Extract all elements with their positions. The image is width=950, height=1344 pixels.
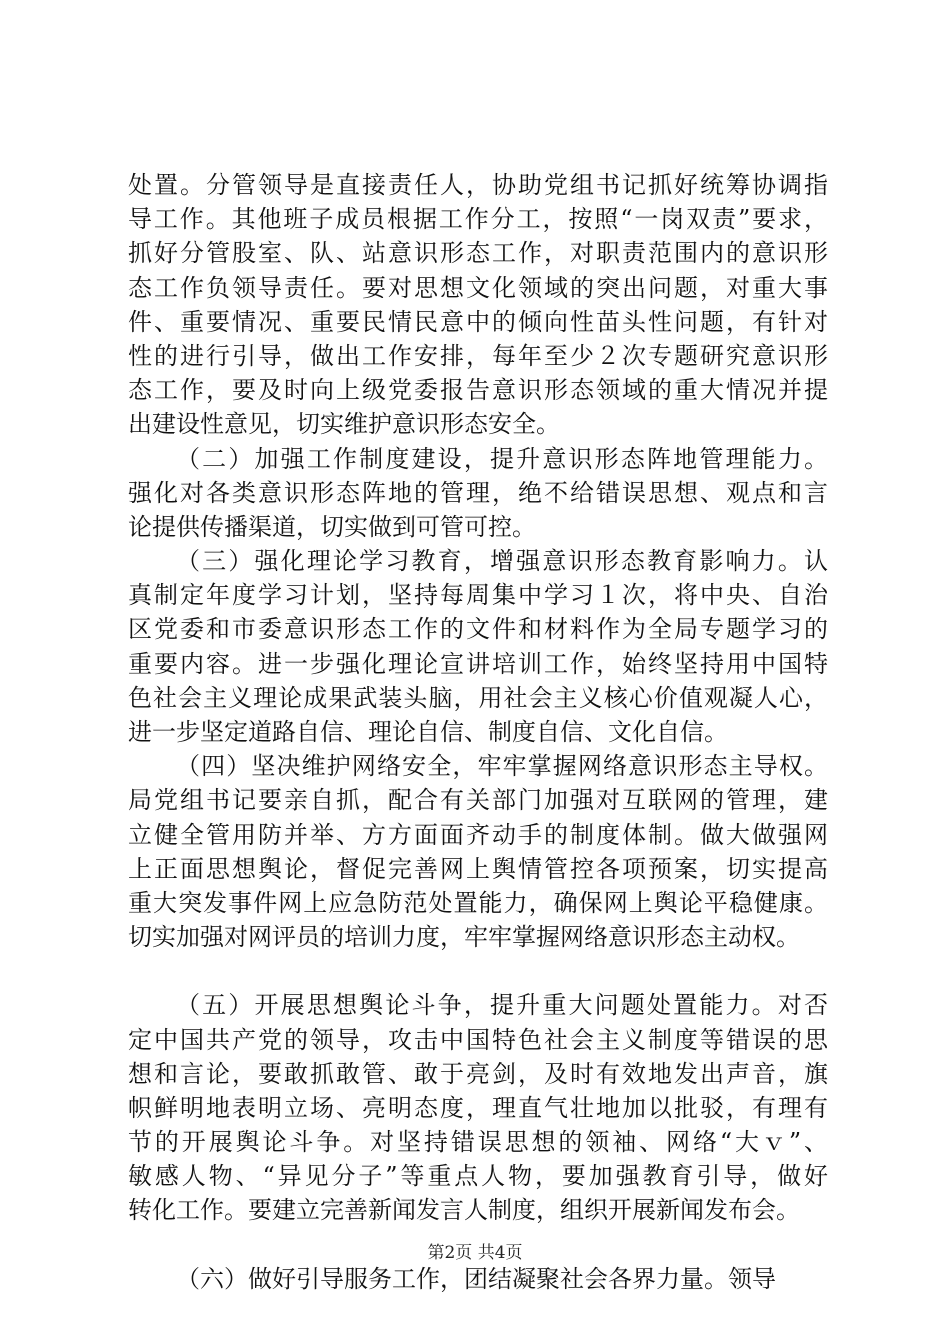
text-line: （二）加强工作制度建设，提升意识形态阵地管理能力。 xyxy=(176,444,828,473)
text-line: 转化工作。要建立完善新闻发言人制度，组织开展新闻发布会。 xyxy=(128,1196,800,1225)
paragraph xyxy=(128,749,828,954)
text-line: 导工作。其他班子成员根据工作分工，按照“一岗双责”要求， xyxy=(128,205,828,234)
text-line: 节的开展舆论斗争。对坚持错误思想的领袖、网络“大ｖ”、 xyxy=(128,1128,828,1157)
document-body xyxy=(128,168,828,1296)
text-line: 进一步坚定道路自信、理论自信、制度自信、文化自信。 xyxy=(128,718,728,746)
paragraph xyxy=(128,168,828,442)
text-line: （五）开展思想舆论斗争，提升重大问题处置能力。对否 xyxy=(176,991,828,1020)
text-line: 重大突发事件网上应急防范处置能力，确保网上舆论平稳健康。 xyxy=(128,888,828,917)
text-line: 立健全管用防并举、方方面面齐动手的制度体制。做大做强网 xyxy=(128,820,828,849)
text-line: 性的进行引导，做出工作安排，每年至少２次专题研究意识形 xyxy=(128,341,828,370)
text-line: 论提供传播渠道，切实做到可管可控。 xyxy=(128,512,536,541)
text-line: 态工作负领导责任。要对思想文化领域的突出问题，对重大事 xyxy=(128,273,828,302)
text-line: 定中国共产党的领导，攻击中国特色社会主义制度等错误的思 xyxy=(128,1025,828,1054)
text-line: （三）强化理论学习教育，增强意识形态教育影响力。认 xyxy=(176,547,828,576)
paragraph-gap xyxy=(128,954,828,988)
paragraph xyxy=(128,1262,828,1296)
text-line: 敏感人物、“异见分子”等重点人物，要加强教育引导，做好 xyxy=(128,1162,828,1191)
text-line: 区党委和市委意识形态工作的文件和材料作为全局专题学习的 xyxy=(128,615,828,644)
text-line: 想和言论，要敢抓敢管、敢于亮剑，及时有效地发出声音，旗 xyxy=(128,1059,828,1088)
text-line: 上正面思想舆论，督促完善网上舆情管控各项预案，切实提高 xyxy=(128,854,828,883)
page-number-footer: 第2页 共4页 xyxy=(427,1243,523,1263)
text-line: 帜鲜明地表明立场、亮明态度，理直气壮地加以批驳，有理有 xyxy=(128,1093,828,1122)
text-line: 件、重要情况、重要民情民意中的倾向性苗头性问题，有针对 xyxy=(128,307,828,336)
text-line: 局党组书记要亲自抓，配合有关部门加强对互联网的管理，建 xyxy=(128,786,828,815)
text-line: 色社会主义理论成果武装头脑，用社会主义核心价值观凝人心， xyxy=(128,683,828,712)
text-line: 态工作，要及时向上级党委报告意识形态领域的重大情况并提 xyxy=(128,376,828,405)
text-line: 强化对各类意识形态阵地的管理，绝不给错误思想、观点和言 xyxy=(128,478,828,507)
text-line: （六）做好引导服务工作，团结凝聚社会各界力量。领导 xyxy=(176,1264,776,1293)
text-line: 切实加强对网评员的培训力度，牢牢掌握网络意识形态主动权。 xyxy=(128,923,800,952)
paragraph xyxy=(128,544,828,749)
text-line: 真制定年度学习计划，坚持每周集中学习１次，将中央、自治 xyxy=(128,581,828,610)
text-line: 重要内容。进一步强化理论宣讲培训工作，始终坚持用中国特 xyxy=(128,649,828,678)
text-line: 处置。分管领导是直接责任人，协助党组书记抓好统筹协调指 xyxy=(128,171,828,199)
text-line: 出建设性意见，切实维护意识形态安全。 xyxy=(128,410,560,439)
text-line: 抓好分管股室、队、站意识形态工作，对职责范围内的意识形 xyxy=(128,239,828,268)
text-line: （四）坚决维护网络安全，牢牢掌握网络意识形态主导权。 xyxy=(176,752,828,781)
paragraph xyxy=(128,988,828,1227)
paragraph xyxy=(128,442,828,545)
